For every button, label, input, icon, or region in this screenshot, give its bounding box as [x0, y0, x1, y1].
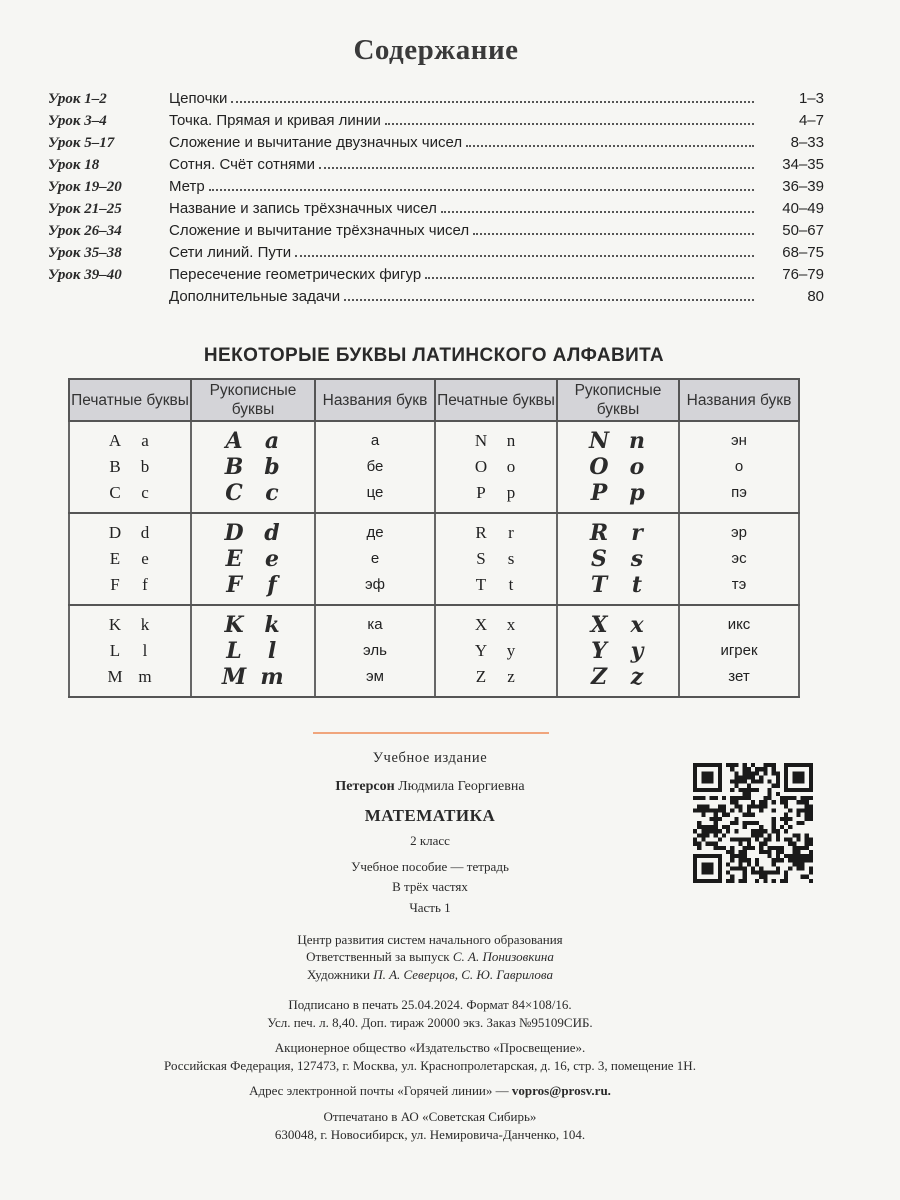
toc-lesson: Урок 18	[48, 157, 100, 173]
letter-name: икс	[727, 616, 751, 633]
author-surname: Петерсон	[335, 779, 395, 794]
printed-lowercase: d	[140, 523, 150, 542]
printed-uppercase: O	[474, 457, 488, 476]
toc-lesson: Урок 35–38	[48, 245, 122, 261]
printed-letter-pair	[436, 638, 556, 664]
printed-letter-pair	[70, 520, 190, 546]
handwritten-uppercase: C	[225, 480, 243, 506]
header-printed: Печатные буквы	[435, 379, 557, 421]
printed-uppercase: S	[476, 549, 486, 568]
handwritten-lowercase: p	[629, 480, 645, 506]
handwritten-letter-pair	[192, 572, 314, 598]
printed-letter-pair	[436, 546, 556, 572]
responsible-label: Ответственный за выпуск	[306, 949, 450, 964]
printed-uppercase: X	[474, 615, 488, 634]
handwritten-uppercase: Z	[590, 664, 608, 690]
letter-name: зет	[728, 668, 750, 685]
handwritten-lowercase: k	[264, 612, 280, 638]
signed-line: Подписано в печать 25.04.2024. Формат 84×108/16.	[288, 997, 572, 1012]
book-type-line: Учебное пособие — тетрадь	[351, 859, 509, 874]
header-handwritten: Рукописные буквы	[557, 379, 679, 421]
handwritten-letter-pair	[558, 454, 678, 480]
letter-name: це	[366, 484, 384, 501]
printed-lowercase: t	[508, 575, 514, 594]
printed-letters-cell	[69, 513, 191, 605]
handwritten-lowercase: o	[629, 454, 645, 480]
alphabet-title: НЕКОТОРЫЕ БУКВЫ ЛАТИНСКОГО АЛФАВИТА	[203, 345, 665, 366]
printed-lowercase: m	[138, 667, 152, 686]
part-line: Часть 1	[409, 900, 451, 915]
letter-names-cell	[679, 421, 799, 513]
toc-pages: 36–39	[782, 178, 824, 195]
printed-uppercase: Y	[474, 641, 488, 660]
printed-uppercase: C	[109, 483, 121, 502]
handwritten-uppercase: Y	[591, 638, 607, 664]
author-line	[80, 778, 780, 796]
handwritten-letters-cell	[557, 513, 679, 605]
header-handwritten: Рукописные буквы	[191, 379, 315, 421]
parts-line: В трёх частях	[392, 879, 468, 894]
printed-lowercase: a	[141, 431, 149, 450]
toc-lesson: Урок 3–4	[48, 113, 107, 129]
handwritten-uppercase: N	[588, 428, 610, 454]
toc-pages: 34–35	[782, 156, 824, 173]
handwritten-lowercase: d	[264, 520, 280, 546]
toc-leader-dots	[473, 233, 754, 235]
printed-letters-cell	[435, 605, 557, 697]
printed-lowercase: s	[507, 549, 515, 568]
handwritten-uppercase: O	[589, 454, 609, 480]
handwritten-letter-pair	[558, 546, 678, 572]
handwritten-uppercase: R	[589, 520, 609, 546]
printed-uppercase: D	[108, 523, 122, 542]
letter-name: тэ	[731, 576, 747, 593]
toc-lesson: Урок 1–2	[48, 91, 107, 107]
handwritten-uppercase: L	[226, 638, 242, 664]
toc-lesson: Урок 39–40	[48, 267, 122, 283]
toc-leader-dots	[385, 123, 754, 125]
toc-lesson: Урок 5–17	[48, 135, 115, 151]
printed-letter-pair	[70, 638, 190, 664]
handwritten-uppercase: M	[221, 664, 247, 690]
handwritten-lowercase: n	[629, 428, 645, 454]
printed-lowercase: z	[507, 667, 515, 686]
email-address[interactable]: vopros@prosv.ru.	[511, 1083, 611, 1098]
handwritten-uppercase: T	[590, 572, 608, 598]
handwritten-lowercase: e	[265, 546, 279, 572]
toc-pages: 8–33	[790, 134, 824, 151]
letter-name: игрек	[720, 642, 758, 659]
toc-pages: 1–3	[798, 90, 824, 107]
printed-letters-cell	[69, 421, 191, 513]
printed-uppercase: F	[110, 575, 120, 594]
handwritten-uppercase: E	[225, 546, 243, 572]
printed-uppercase: A	[108, 431, 122, 450]
divider-rule	[313, 732, 549, 734]
toc-leader-dots	[344, 299, 754, 301]
letter-name: эн	[731, 432, 747, 449]
printed-uppercase: Z	[475, 667, 487, 686]
printed-address-line: 630048, г. Новосибирск, ул. Немировича-Данченко, 104.	[274, 1127, 586, 1142]
handwritten-letter-pair	[558, 520, 678, 546]
toc-pages: 40–49	[782, 200, 824, 217]
toc-row	[48, 266, 824, 288]
printed-letter-pair	[70, 428, 190, 454]
toc-row	[48, 178, 824, 200]
handwritten-lowercase: b	[264, 454, 280, 480]
subject-title: МАТЕМАТИКА	[364, 806, 496, 825]
printed-letter-pair	[70, 546, 190, 572]
printed-uppercase: M	[107, 667, 123, 686]
printed-lowercase: y	[506, 641, 516, 660]
letter-name: де	[366, 524, 384, 541]
artists-names: П. А. Северцов, С. Ю. Гаврилова	[373, 967, 553, 982]
handwritten-lowercase: t	[631, 572, 643, 598]
toc-lesson: Урок 19–20	[48, 179, 122, 195]
toc-topic: Пересечение геометрических фигур	[169, 266, 422, 283]
address-line: Российская Федерация, 127473, г. Москва, ул. Краснопролетарская, д. 16, стр. 3, помещение 1Н.	[164, 1058, 696, 1073]
toc-title: Содержание	[353, 34, 519, 66]
edition-label: Учебное издание	[372, 750, 488, 766]
email-label: Адрес электронной почты «Горячей линии» —	[249, 1083, 509, 1098]
company-line: Акционерное общество «Издательство «Просвещение».	[274, 1040, 586, 1055]
handwritten-letter-pair	[192, 638, 314, 664]
handwritten-lowercase: r	[631, 520, 643, 546]
printed-at-line: Отпечатано в АО «Советская Сибирь»	[323, 1109, 537, 1124]
artists-line	[80, 966, 780, 984]
table-header-row	[69, 379, 799, 421]
letter-names-cell	[315, 605, 435, 697]
grade-line: 2 класс	[410, 833, 450, 848]
handwritten-letter-pair	[192, 546, 314, 572]
handwritten-letter-pair	[558, 480, 678, 506]
printed-uppercase: B	[109, 457, 121, 476]
printed-letters-cell	[435, 421, 557, 513]
handwritten-letter-pair	[558, 664, 678, 690]
printed-lowercase: x	[506, 615, 516, 634]
printed-letter-pair	[70, 454, 190, 480]
table-of-contents	[48, 90, 824, 310]
header-names: Названия букв	[315, 379, 435, 421]
artists-label: Художники	[307, 967, 370, 982]
toc-pages: 80	[807, 288, 824, 305]
handwritten-letter-pair	[192, 480, 314, 506]
letter-names-cell	[679, 605, 799, 697]
letter-name: эф	[365, 576, 385, 593]
handwritten-lowercase: z	[630, 664, 644, 690]
handwritten-letter-pair	[192, 664, 314, 690]
toc-leader-dots	[466, 145, 754, 147]
handwritten-letter-pair	[192, 520, 314, 546]
handwritten-uppercase: B	[224, 454, 244, 480]
printed-lowercase: c	[141, 483, 149, 502]
printed-uppercase: K	[108, 615, 122, 634]
handwritten-lowercase: s	[630, 546, 644, 572]
handwritten-uppercase: K	[224, 612, 244, 638]
print-info-line: Усл. печ. л. 8,40. Доп. тираж 20000 экз. Заказ №95109СИБ.	[267, 1015, 593, 1030]
toc-leader-dots	[319, 167, 754, 169]
printed-lowercase: p	[506, 483, 516, 502]
handwritten-lowercase: x	[630, 612, 644, 638]
letter-name: эр	[731, 524, 747, 541]
responsible-name: С. А. Понизовкина	[452, 949, 554, 964]
handwritten-uppercase: S	[591, 546, 607, 572]
toc-topic: Сложение и вычитание двузначных чисел	[169, 134, 463, 151]
handwritten-letter-pair	[192, 612, 314, 638]
printed-lowercase: e	[141, 549, 149, 568]
handwritten-lowercase: c	[265, 480, 279, 506]
toc-leader-dots	[295, 255, 754, 257]
handwritten-lowercase: f	[267, 572, 277, 598]
printed-uppercase: N	[474, 431, 488, 450]
handwritten-lowercase: a	[264, 428, 280, 454]
toc-topic: Цепочки	[169, 90, 228, 107]
toc-row	[48, 288, 824, 310]
handwritten-uppercase: P	[590, 480, 608, 506]
toc-lesson: Урок 26–34	[48, 223, 122, 239]
printed-letter-pair	[436, 454, 556, 480]
handwritten-uppercase: F	[226, 572, 242, 598]
printed-letters-cell	[435, 513, 557, 605]
toc-pages: 76–79	[782, 266, 824, 283]
toc-row	[48, 200, 824, 222]
qr-code-icon[interactable]	[693, 763, 813, 883]
letter-name: а	[370, 432, 380, 449]
handwritten-lowercase: l	[267, 638, 277, 664]
letter-names-cell	[315, 513, 435, 605]
printed-lowercase: f	[142, 575, 148, 594]
center-line: Центр развития систем начального образования	[297, 932, 563, 947]
toc-leader-dots	[441, 211, 754, 213]
handwritten-letters-cell	[191, 605, 315, 697]
email-line	[80, 1082, 780, 1100]
letter-names-cell	[679, 513, 799, 605]
printed-letter-pair	[70, 664, 190, 690]
toc-topic: Сотня. Счёт сотнями	[169, 156, 315, 173]
toc-row	[48, 90, 824, 112]
printed-letter-pair	[436, 520, 556, 546]
toc-leader-dots	[231, 101, 754, 103]
letter-name: о	[734, 458, 744, 475]
toc-topic: Метр	[169, 178, 205, 195]
letter-name: ка	[367, 616, 383, 633]
printed-lowercase: n	[506, 431, 516, 450]
printed-lowercase: k	[140, 615, 150, 634]
letter-name: бе	[366, 458, 384, 475]
header-printed: Печатные буквы	[69, 379, 191, 421]
header-names: Названия букв	[679, 379, 799, 421]
handwritten-letter-pair	[192, 454, 314, 480]
letter-name: эс	[731, 550, 747, 567]
printed-uppercase: P	[476, 483, 486, 502]
handwritten-letter-pair	[192, 428, 314, 454]
printed-letter-pair	[70, 480, 190, 506]
toc-lesson: Урок 21–25	[48, 201, 122, 217]
handwritten-uppercase: D	[224, 520, 244, 546]
handwritten-letter-pair	[558, 612, 678, 638]
handwritten-letters-cell	[557, 605, 679, 697]
toc-row	[48, 222, 824, 244]
table-row	[69, 421, 799, 513]
toc-row	[48, 134, 824, 156]
toc-leader-dots	[209, 189, 754, 191]
handwritten-letters-cell	[557, 421, 679, 513]
printed-uppercase: R	[475, 523, 487, 542]
letter-names-cell	[315, 421, 435, 513]
toc-topic: Название и запись трёхзначных чисел	[169, 200, 437, 217]
handwritten-uppercase: X	[590, 612, 608, 638]
toc-row	[48, 112, 824, 134]
printed-lowercase: l	[142, 641, 148, 660]
toc-pages: 50–67	[782, 222, 824, 239]
handwritten-lowercase: y	[630, 638, 644, 664]
printed-uppercase: L	[109, 641, 121, 660]
printed-lowercase: o	[506, 457, 516, 476]
printed-letter-pair	[436, 480, 556, 506]
toc-leader-dots	[425, 277, 754, 279]
table-row	[69, 605, 799, 697]
handwritten-letters-cell	[191, 513, 315, 605]
latin-alphabet-table	[68, 378, 800, 698]
handwritten-letter-pair	[558, 638, 678, 664]
toc-row	[48, 244, 824, 266]
toc-topic: Сложение и вычитание трёхзначных чисел	[169, 222, 470, 239]
printed-lowercase: b	[140, 457, 150, 476]
printed-lowercase: r	[508, 523, 514, 542]
printed-uppercase: T	[475, 575, 487, 594]
toc-topic: Точка. Прямая и кривая линии	[169, 112, 381, 129]
printed-letter-pair	[70, 572, 190, 598]
letter-name: пэ	[731, 484, 747, 501]
printed-letter-pair	[436, 428, 556, 454]
table-row	[69, 513, 799, 605]
handwritten-lowercase: m	[260, 664, 284, 690]
printed-letter-pair	[70, 612, 190, 638]
toc-row	[48, 156, 824, 178]
toc-pages: 4–7	[798, 112, 824, 129]
author-name: Людмила Георгиевна	[398, 779, 525, 794]
responsible-line	[80, 948, 780, 966]
toc-topic: Дополнительные задачи	[169, 288, 341, 305]
handwritten-letters-cell	[191, 421, 315, 513]
toc-pages: 68–75	[782, 244, 824, 261]
toc-topic: Сети линий. Пути	[169, 244, 292, 261]
printed-letter-pair	[436, 612, 556, 638]
letter-name: эль	[363, 642, 387, 659]
handwritten-uppercase: A	[225, 428, 243, 454]
letter-name: эм	[366, 668, 384, 685]
handwritten-letter-pair	[558, 572, 678, 598]
printed-letter-pair	[436, 664, 556, 690]
printed-letters-cell	[69, 605, 191, 697]
printed-uppercase: E	[109, 549, 121, 568]
printed-letter-pair	[436, 572, 556, 598]
handwritten-letter-pair	[558, 428, 678, 454]
letter-name: е	[370, 550, 380, 567]
